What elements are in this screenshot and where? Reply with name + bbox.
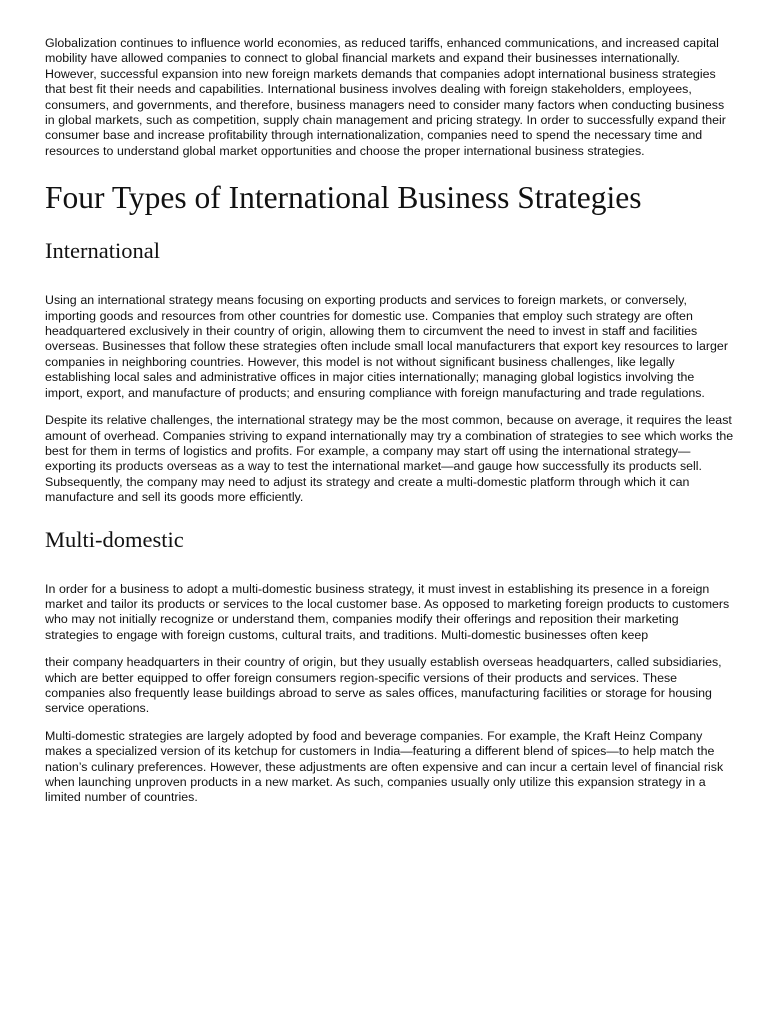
body-paragraph: Multi-domestic strategies are largely adopted by food and beverage companies. For example, the Kraft Heinz Company makes a specialized version of its ketchup for customers in India—featuring a different blend of spices—to help match the nation’s culinary preferences. However, these adjustments are often expensive and can incur a certain level of financial risk when launching unproven products in a new market. As such, companies usually only utilize this expansion strategy in a limited number of countries. [45,728,724,805]
body-paragraph: their company headquarters in their country of origin, but they usually establish overseas headquarters, called subsidiaries, which are better equipped to offer foreign consumers region-specific versions of their products and services. These companies also frequently lease buildings abroad to serve as sales offices, manufacturing facilities or storage for housing service operations. [45,655,722,716]
document-page [45,36,735,818]
body-paragraph: Despite its relative challenges, the international strategy may be the most common, because on average, it requires the least amount of overhead. Companies striving to expand internationally may try a combination of strategies to see which works the best for them in terms of logistics and profits. For example, a company may start off using the international strategy—exporting its products overseas as a way to test the international market—and gauge how successfully its products sell. Subsequently, the company may need to adjust its strategy and create a multi-domestic platform through which it can manufacture and sell its goods more efficiently. [45,413,734,505]
section-heading-international: International [45,238,160,264]
section-heading-multi-domestic: Multi-domestic [45,526,184,552]
intro-paragraph: Globalization continues to influence world economies, as reduced tariffs, enhanced communications, and increased capital mobility have allowed companies to connect to global financial markets and expand their businesses internationally. However, successful expansion into new foreign markets demands that companies adopt international business strategies that best fit their needs and capabilities. International business involves dealing with foreign stakeholders, employees, consumers, and governments, and therefore, business managers need to consider many factors when conducting business in global markets, such as competition, supply chain management and pricing strategy. In order to successfully expand their consumer base and increase profitability through internationalization, companies need to spend the necessary time and resources to understand global market opportunities and choose the proper international business strategies. [45,36,726,158]
main-heading: Four Types of International Business Strategies [45,180,642,216]
body-paragraph: Using an international strategy means focusing on exporting products and services to foreign markets, or conversely, importing goods and resources from other countries for domestic use. Companies that employ such strategy are often headquartered exclusively in their country of origin, allowing them to circumvent the need to invest in staff and facilities overseas. Businesses that follow these strategies often include small local manufacturers that export key resources to larger companies in neighboring countries. However, this model is not without significant business challenges, like legally establishing local sales and administrative offices in major cities internationally; managing global logistics involving the import, export, and manufacture of products; and ensuring compliance with foreign manufacturing and trade regulations. [45,293,728,400]
body-paragraph: In order for a business to adopt a multi-domestic business strategy, it must invest in establishing its presence in a foreign market and tailor its products or services to the local customer base. As opposed to marketing foreign products to customers who may not initially recognize or understand them, companies modify their offerings and reposition their marketing strategies to engage with foreign customs, cultural traits, and traditions. Multi-domestic businesses often keep [45,581,730,642]
section-international [45,237,735,505]
section-multi-domestic [45,526,735,806]
